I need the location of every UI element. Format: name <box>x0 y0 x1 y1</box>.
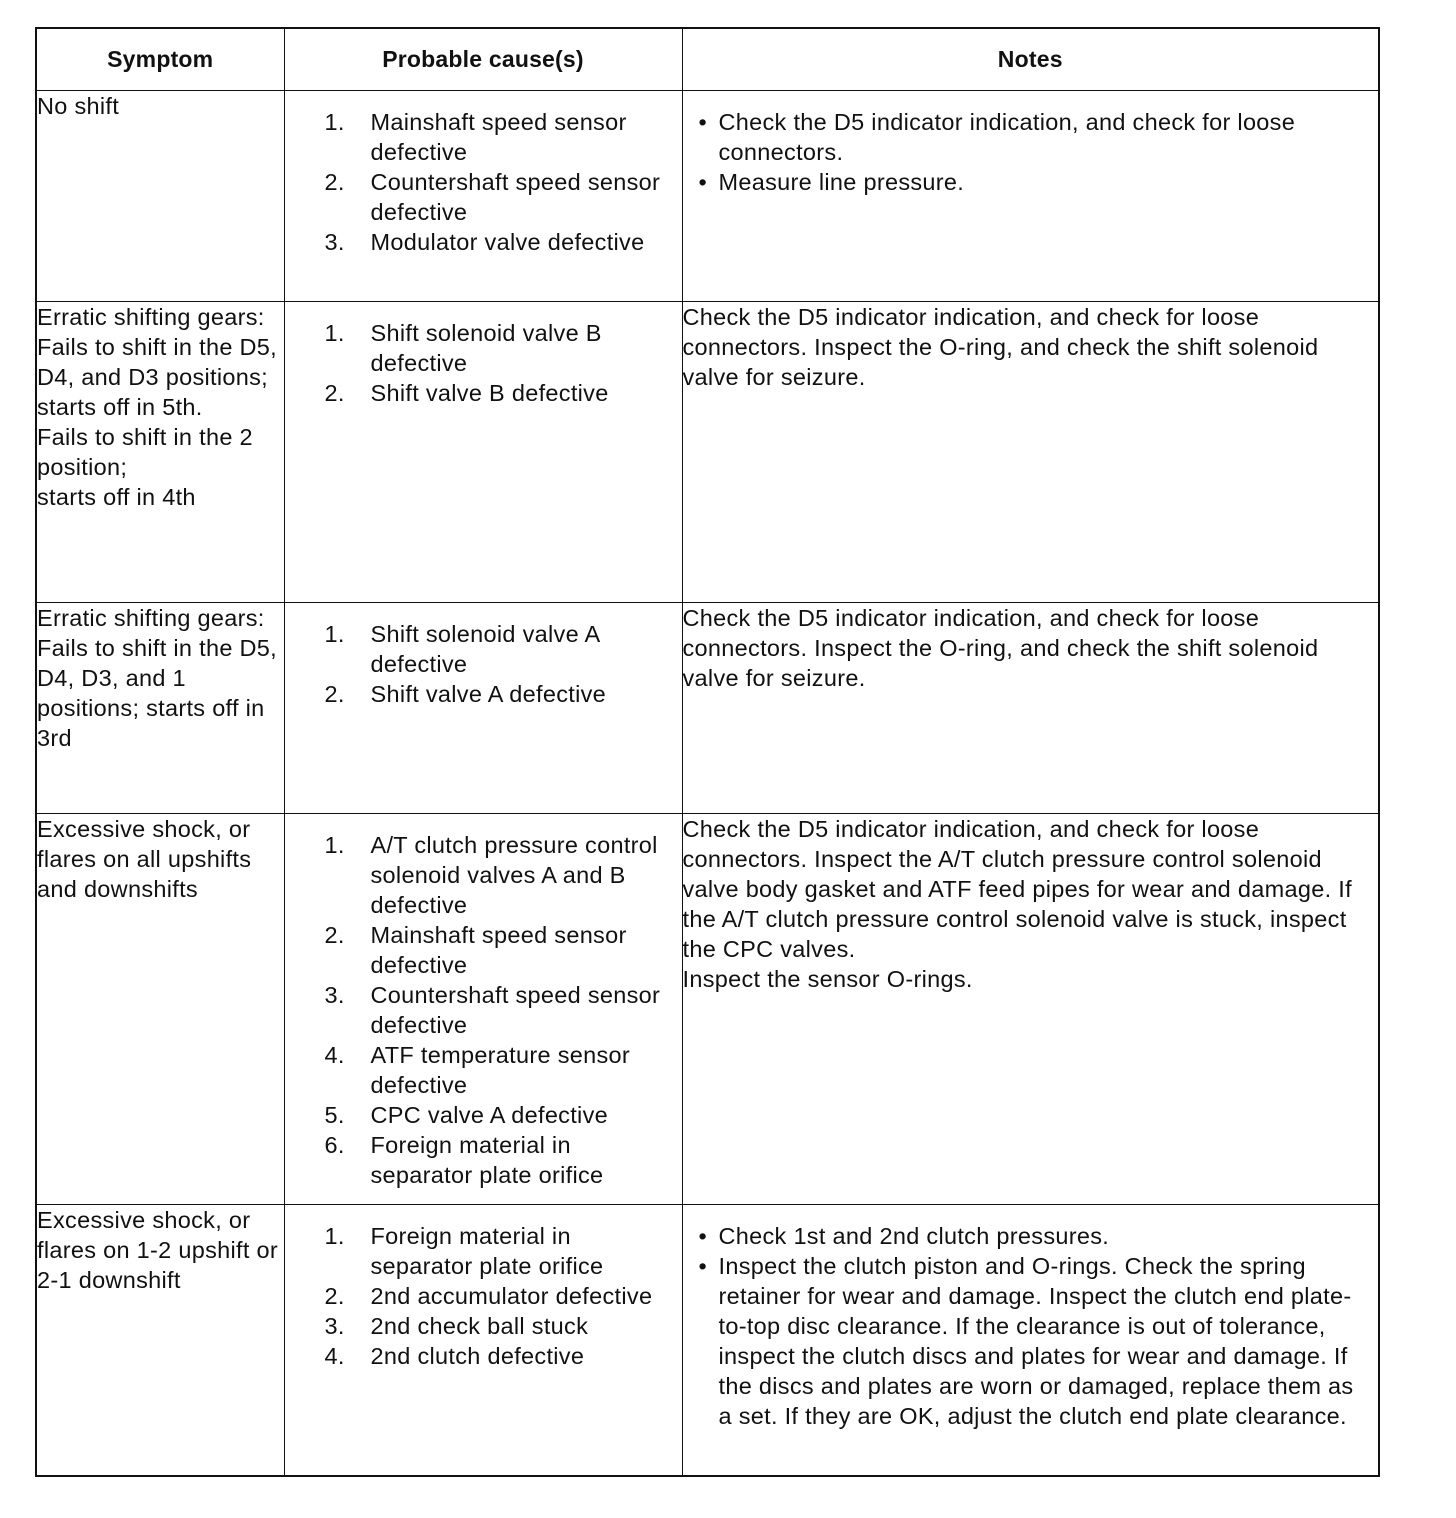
notes-cell <box>682 302 1379 603</box>
cause-number: 3. <box>324 982 345 1008</box>
cause-text: Mainshaft speed sensor defective <box>370 922 627 978</box>
table-row <box>36 302 1379 603</box>
cause-item <box>325 1040 672 1100</box>
cause-item <box>325 318 672 378</box>
note-bullet-item <box>695 167 1365 197</box>
cause-item <box>325 1311 672 1341</box>
cause-item <box>325 920 672 980</box>
cause-text: Shift solenoid valve B defective <box>370 320 602 376</box>
note-text: Inspect the sensor O-rings. <box>682 966 973 992</box>
cause-number: 2. <box>324 169 345 195</box>
cause-number: 1. <box>324 1223 345 1249</box>
cause-text: 2nd accumulator defective <box>370 1283 653 1309</box>
causes-cell <box>284 302 682 603</box>
symptom-text: Fails to shift in the D5, D4, and D3 positions; <box>37 334 277 390</box>
bullet-icon: • <box>698 109 708 135</box>
cause-item <box>325 619 672 679</box>
note-text: Check the D5 indicator indication, and check for loose connectors. <box>718 109 1296 165</box>
cause-item <box>325 1100 672 1130</box>
note-bullet-item <box>695 107 1365 167</box>
cause-item <box>325 1130 672 1190</box>
cause-number: 3. <box>324 229 345 255</box>
cause-item <box>325 830 672 920</box>
symptom-text: Fails to shift in the 2 position; <box>37 424 253 480</box>
cause-text: ATF temperature sensor defective <box>370 1042 631 1098</box>
table-row <box>36 814 1379 1205</box>
cause-text: 2nd check ball stuck <box>370 1313 589 1339</box>
symptom-cell <box>36 1205 284 1477</box>
cause-text: Shift valve A defective <box>370 681 607 707</box>
cause-text: A/T clutch pressure control solenoid valves A and B defective <box>370 832 658 918</box>
cause-number: 4. <box>324 1343 345 1369</box>
note-text: Inspect the clutch piston and O-rings. Check the spring retainer for wear and damage. Inspect the clutch end plate-to-top disc clearance. If the clearance is out of tolerance, inspect the clutch discs and plates for wear and damage. If the discs and plates are worn or damaged, replace them as a set. If they are OK, adjust the clutch end plate clearance. <box>718 1253 1354 1429</box>
cause-text: Countershaft speed sensor defective <box>370 982 661 1038</box>
symptom-text: Excessive shock, or flares on all upshifts and downshifts <box>37 816 252 902</box>
cause-text: Mainshaft speed sensor defective <box>370 109 627 165</box>
cause-number: 2. <box>324 922 345 948</box>
symptom-text: Erratic shifting gears: <box>37 605 265 631</box>
header-symptom: Symptom <box>36 28 284 91</box>
header-notes: Notes <box>682 28 1379 91</box>
cause-item <box>325 1341 672 1371</box>
table-row <box>36 603 1379 814</box>
troubleshooting-table <box>35 27 1380 1477</box>
cause-text: Foreign material in separator plate orifice <box>370 1132 604 1188</box>
cause-item <box>325 107 672 167</box>
cause-text: Foreign material in separator plate orifice <box>370 1223 604 1279</box>
note-text: Check the D5 indicator indication, and check for loose connectors. Inspect the O-ring, and check the shift solenoid valve for seizure. <box>682 605 1319 691</box>
cause-number: 5. <box>324 1102 345 1128</box>
bullet-icon: • <box>698 169 708 195</box>
notes-cell <box>682 814 1379 1205</box>
note-bullet-item <box>695 1251 1365 1431</box>
symptom-text: starts off in 4th <box>37 484 196 510</box>
symptom-text: starts off in 5th. <box>37 394 203 420</box>
notes-cell <box>682 1205 1379 1477</box>
cause-number: 1. <box>324 109 345 135</box>
cause-item <box>325 1281 672 1311</box>
cause-text: Shift solenoid valve A defective <box>370 621 600 677</box>
note-text: Check the D5 indicator indication, and check for loose connectors. Inspect the A/T clutch pressure control solenoid valve body gasket and ATF feed pipes for wear and damage. If the A/T clutch pressure control solenoid valve is stuck, inspect the CPC valves. <box>682 816 1352 962</box>
symptom-cell <box>36 814 284 1205</box>
cause-number: 2. <box>324 380 345 406</box>
cause-item <box>325 227 672 257</box>
note-bullet-item <box>695 1221 1365 1251</box>
cause-text: Countershaft speed sensor defective <box>370 169 661 225</box>
cause-item <box>325 167 672 227</box>
symptom-text: Erratic shifting gears: <box>37 304 265 330</box>
cause-item <box>325 980 672 1040</box>
symptom-text: No shift <box>37 93 120 119</box>
cause-number: 2. <box>324 681 345 707</box>
cause-item <box>325 1221 672 1281</box>
causes-cell <box>284 91 682 302</box>
cause-item <box>325 679 672 709</box>
note-text: Check 1st and 2nd clutch pressures. <box>718 1223 1110 1249</box>
cause-number: 1. <box>324 320 345 346</box>
cause-number: 1. <box>324 621 345 647</box>
causes-cell <box>284 1205 682 1477</box>
cause-text: CPC valve A defective <box>370 1102 609 1128</box>
cause-number: 3. <box>324 1313 345 1339</box>
cause-number: 4. <box>324 1042 345 1068</box>
cause-item <box>325 378 672 408</box>
symptom-text: Excessive shock, or flares on 1-2 upshift or 2-1 downshift <box>37 1207 279 1293</box>
cause-text: 2nd clutch defective <box>370 1343 585 1369</box>
table-row <box>36 91 1379 302</box>
symptom-cell <box>36 302 284 603</box>
bullet-icon: • <box>698 1253 708 1279</box>
header-row <box>36 28 1379 91</box>
notes-cell <box>682 91 1379 302</box>
note-text: Check the D5 indicator indication, and check for loose connectors. Inspect the O-ring, and check the shift solenoid valve for seizure. <box>682 304 1319 390</box>
notes-cell <box>682 603 1379 814</box>
symptom-cell <box>36 91 284 302</box>
cause-number: 1. <box>324 832 345 858</box>
symptom-text: Fails to shift in the D5, D4, D3, and 1 positions; starts off in 3rd <box>37 635 277 751</box>
causes-cell <box>284 814 682 1205</box>
cause-text: Modulator valve defective <box>370 229 645 255</box>
cause-number: 2. <box>324 1283 345 1309</box>
table-row <box>36 1205 1379 1477</box>
cause-text: Shift valve B defective <box>370 380 609 406</box>
bullet-icon: • <box>698 1223 708 1249</box>
header-causes: Probable cause(s) <box>284 28 682 91</box>
causes-cell <box>284 603 682 814</box>
note-text: Measure line pressure. <box>718 169 965 195</box>
cause-number: 6. <box>324 1132 345 1158</box>
symptom-cell <box>36 603 284 814</box>
